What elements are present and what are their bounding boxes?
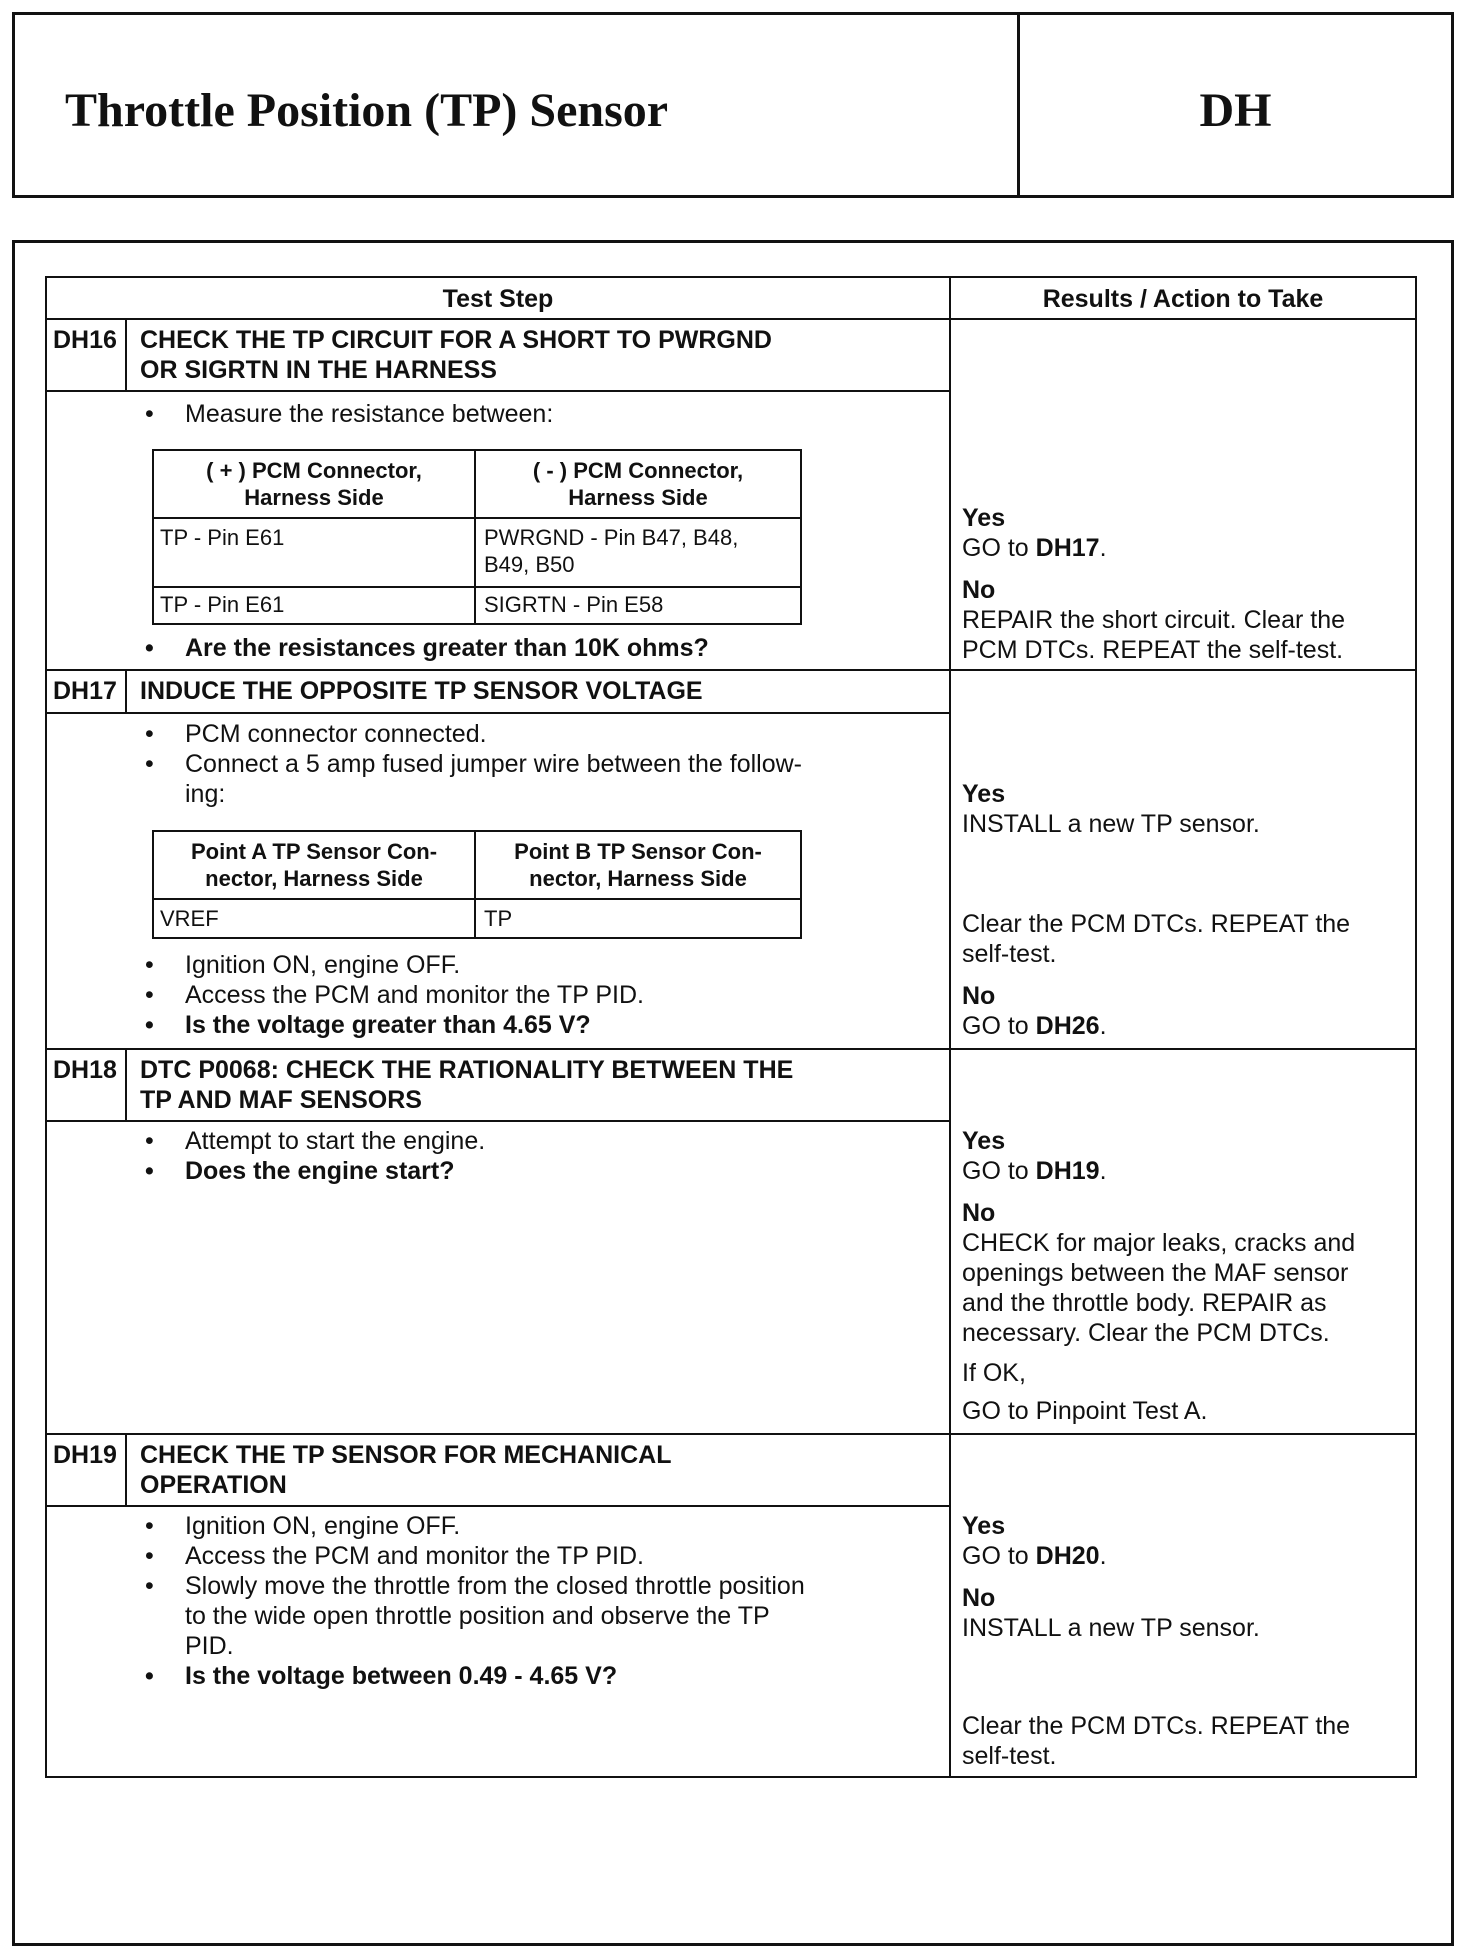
result-clear-dtcs: Clear the PCM DTCs. REPEAT the — [962, 1712, 1351, 1740]
result-yes-label: Yes — [962, 1512, 1006, 1540]
bullet-mark: • — [145, 981, 154, 1009]
id-divider — [125, 320, 127, 392]
result-no-action: necessary. Clear the PCM DTCs. — [962, 1319, 1330, 1347]
table-cell: TP — [484, 906, 513, 931]
table-header-point-b: nector, Harness Side — [529, 866, 747, 891]
bullet-mark: • — [145, 1572, 154, 1600]
goto-target[interactable]: DH20 — [1035, 1542, 1100, 1570]
col-header-test-step: Test Step — [442, 285, 554, 313]
step-separator — [47, 1048, 1415, 1050]
bullet-mark: • — [145, 1011, 154, 1039]
table-header-plus: ( + ) PCM Connector, — [206, 458, 422, 483]
table-divider — [154, 517, 800, 519]
bullet-mark: • — [145, 750, 154, 778]
result-no-label: No — [962, 1584, 996, 1612]
result-no-label: No — [962, 576, 996, 604]
bullet-mark: • — [145, 1512, 154, 1540]
result-clear-dtcs: Clear the PCM DTCs. REPEAT the — [962, 910, 1351, 938]
title-row-line — [47, 1505, 949, 1507]
result-yes-action: GO to DH19. — [962, 1157, 1107, 1185]
goto-target[interactable]: DH19 — [1035, 1157, 1100, 1185]
title-row-line — [47, 712, 949, 714]
result-clear-dtcs: self-test. — [962, 1742, 1057, 1770]
goto-target[interactable]: DH26 — [1035, 1012, 1100, 1040]
step-title: INDUCE THE OPPOSITE TP SENSOR VOLTAGE — [140, 677, 703, 705]
bullet-mark: • — [145, 1542, 154, 1570]
table-cell: SIGRTN - Pin E58 — [484, 592, 664, 617]
result-yes-action: INSTALL a new TP sensor. — [962, 810, 1260, 838]
connector-table — [152, 449, 802, 625]
bullet-mark: • — [145, 634, 154, 662]
step-instruction: Access the PCM and monitor the TP PID. — [185, 981, 644, 1009]
result-yes-label: Yes — [962, 1127, 1006, 1155]
step-question: Is the voltage between 0.49 - 4.65 V? — [185, 1662, 618, 1690]
bullet-mark: • — [145, 951, 154, 979]
step-title: DTC P0068: CHECK THE RATIONALITY BETWEEN THE — [140, 1056, 794, 1084]
section-code: DH — [1199, 84, 1272, 137]
bullet-mark: • — [145, 1127, 154, 1155]
bullet-mark: • — [145, 720, 154, 748]
jumper-table — [152, 830, 802, 939]
step-instruction: Slowly move the throttle from the closed throttle position — [185, 1572, 805, 1600]
table-header-point-b: Point B TP Sensor Con- — [514, 839, 762, 864]
step-instruction: ing: — [185, 780, 226, 808]
result-yes-label: Yes — [962, 504, 1006, 532]
step-title: CHECK THE TP CIRCUIT FOR A SHORT TO PWRGND — [140, 326, 772, 354]
header-title-cell — [15, 15, 1020, 195]
step-separator — [47, 669, 1415, 671]
result-yes-action: GO to DH20. — [962, 1542, 1107, 1570]
result-no-label: No — [962, 982, 996, 1010]
step-id: DH18 — [53, 1056, 117, 1084]
bullet-mark: • — [145, 1157, 154, 1185]
table-cell: B49, B50 — [484, 552, 575, 577]
result-yes-label: Yes — [962, 780, 1006, 808]
step-instruction: Ignition ON, engine OFF. — [185, 1512, 461, 1540]
result-no-action: PCM DTCs. REPEAT the self-test. — [962, 636, 1344, 664]
bullet-mark: • — [145, 400, 154, 428]
test-step-table — [45, 276, 1417, 1778]
table-header-plus: Harness Side — [244, 485, 384, 510]
step-id: DH17 — [53, 677, 117, 705]
step-instruction: Measure the resistance between: — [185, 400, 554, 428]
id-divider — [125, 1050, 127, 1122]
result-clear-dtcs: self-test. — [962, 940, 1057, 968]
table-cell: PWRGND - Pin B47, B48, — [484, 525, 739, 550]
result-no-label: No — [962, 1199, 996, 1227]
table-header-point-a: Point A TP Sensor Con- — [190, 839, 438, 864]
result-no-action: openings between the MAF sensor — [962, 1259, 1349, 1287]
step-title: TP AND MAF SENSORS — [140, 1086, 422, 1114]
table-header-point-a: nector, Harness Side — [205, 866, 423, 891]
table-header-minus: Harness Side — [568, 485, 708, 510]
id-divider — [125, 1435, 127, 1507]
step-id: DH16 — [53, 326, 117, 354]
column-divider — [949, 278, 951, 1776]
step-title: CHECK THE TP SENSOR FOR MECHANICAL — [140, 1441, 672, 1469]
step-instruction: PCM connector connected. — [185, 720, 487, 748]
title-row-line — [47, 1120, 949, 1122]
table-divider — [154, 586, 800, 588]
step-instruction: to the wide open throttle position and observe the TP — [185, 1602, 770, 1630]
result-goto-pinpoint[interactable]: GO to Pinpoint Test A. — [962, 1397, 1208, 1425]
page-title: Throttle Position (TP) Sensor — [65, 84, 669, 137]
goto-target[interactable]: DH17 — [1035, 534, 1100, 562]
step-instruction: Connect a 5 amp fused jumper wire between the follow- — [185, 750, 802, 778]
result-if-ok: If OK, — [962, 1359, 1026, 1387]
table-cell: VREF — [160, 906, 219, 931]
result-no-action: and the throttle body. REPAIR as — [962, 1289, 1327, 1317]
result-yes-action: GO to DH17. — [962, 534, 1107, 562]
step-id: DH19 — [53, 1441, 117, 1469]
col-header-results: Results / Action to Take — [1042, 285, 1324, 313]
result-no-action: REPAIR the short circuit. Clear the — [962, 606, 1346, 634]
table-divider — [154, 898, 800, 900]
page-header — [12, 12, 1454, 198]
step-title: OR SIGRTN IN THE HARNESS — [140, 356, 497, 384]
title-row-line — [47, 390, 949, 392]
id-divider — [125, 671, 127, 714]
table-cell: TP - Pin E61 — [160, 592, 285, 617]
bullet-mark: • — [145, 1662, 154, 1690]
header-row-line — [47, 318, 1415, 320]
step-question: Are the resistances greater than 10K ohms? — [185, 634, 709, 662]
step-instruction: PID. — [185, 1632, 234, 1660]
step-title: OPERATION — [140, 1471, 287, 1499]
step-question: Does the engine start? — [185, 1157, 455, 1185]
header-code-cell — [1020, 15, 1451, 195]
table-cell: TP - Pin E61 — [160, 525, 285, 550]
result-no-action: INSTALL a new TP sensor. — [962, 1614, 1260, 1642]
step-instruction: Access the PCM and monitor the TP PID. — [185, 1542, 644, 1570]
step-separator — [47, 1433, 1415, 1435]
step-instruction: Attempt to start the engine. — [185, 1127, 486, 1155]
table-header-minus: ( - ) PCM Connector, — [532, 458, 744, 483]
result-no-action: CHECK for major leaks, cracks and — [962, 1229, 1356, 1257]
step-question: Is the voltage greater than 4.65 V? — [185, 1011, 591, 1039]
result-no-action: GO to DH26. — [962, 1012, 1107, 1040]
step-instruction: Ignition ON, engine OFF. — [185, 951, 461, 979]
